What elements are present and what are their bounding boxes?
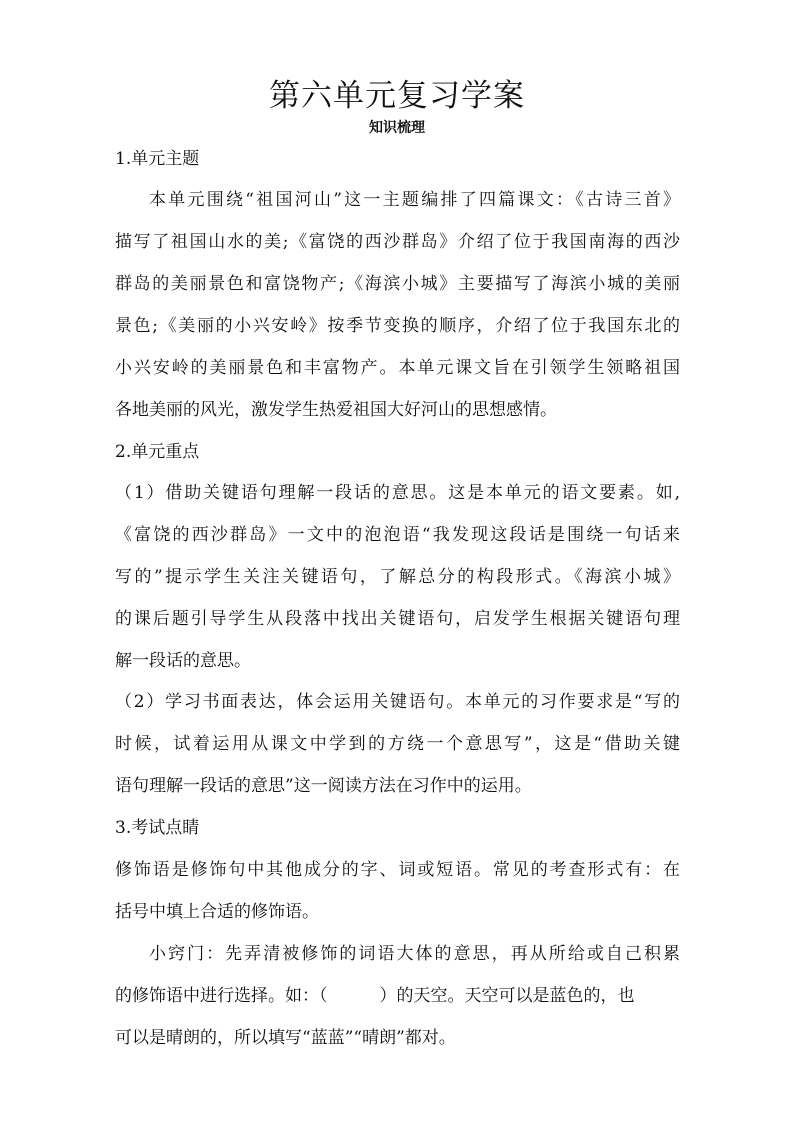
paragraph-line: 语句理解一段话的意思”这一阅读方法在习作中的运用。 <box>115 776 532 796</box>
paragraph-line: 写的”提示学生关注关键语句，了解总分的构段形式。《海滨小城》 <box>115 567 680 587</box>
paragraph-line: （2）学习书面表达，体会运用关键语句。本单元的习作要求是“写的 <box>115 692 680 712</box>
paragraph-line: 修饰语是修饰句中其他成分的字、词或短语。常见的考查形式有：在 <box>115 860 680 880</box>
paragraph-line: （1）借助关键语句理解一段话的意思。这是本单元的语文要素。如, <box>115 483 680 503</box>
paragraph-line: 群岛的美丽景色和富饶物产;《海滨小城》主要描写了海滨小城的美丽 <box>115 274 680 294</box>
paragraph-line: 描写了祖国山水的美;《富饶的西沙群岛》介绍了位于我国南海的西沙 <box>115 232 680 252</box>
section-heading: 3.考试点睛 <box>115 818 200 838</box>
paragraph-line: 时候，试着运用从课文中学到的方绕一个意思写”，这是“借助关键 <box>115 734 680 754</box>
paragraph-line: 解一段话的意思。 <box>115 651 251 671</box>
paragraph-line-fill-blank <box>115 984 635 1008</box>
paragraph-line: 景色;《美丽的小兴安岭》按季节变换的顺序，介绍了位于我国东北的 <box>115 316 680 336</box>
paragraph-line: 的课后题引导学生从段落中找出关键语句，启发学生根据关键语句理 <box>115 609 680 629</box>
paragraph-line: 小窍门：先弄清被修饰的词语大体的意思，再从所给或自己积累 <box>149 944 680 964</box>
paragraph-line: 《富饶的西沙群岛》一文中的泡泡语“我发现这段话是围绕一句话来 <box>115 525 680 545</box>
paragraph-line: 各地美丽的风光，激发学生热爱祖国大好河山的思想感情。 <box>115 400 557 420</box>
section-heading: 2.单元重点 <box>115 442 200 462</box>
paragraph-line: 可以是晴朗的，所以填写“蓝蓝”“晴朗”都对。 <box>115 1028 456 1048</box>
page-title: 第六单元复习学案 <box>269 78 525 114</box>
paragraph-fragment: ）的天空。天空可以是蓝色的，也 <box>379 986 635 1006</box>
page-subtitle: 知识梳理 <box>369 120 425 136</box>
paragraph-line: 本单元围绕“祖国河山”这一主题编排了四篇课文：《古诗三首》 <box>149 190 680 210</box>
paragraph-line: 小兴安岭的美丽景色和丰富物产。本单元课文旨在引领学生领略祖国 <box>115 358 680 378</box>
section-heading: 1.单元主题 <box>115 149 200 169</box>
paragraph-line: 括号中填上合适的修饰语。 <box>115 902 319 922</box>
paragraph-fragment: 的修饰语中进行选择。如：（ <box>115 986 328 1006</box>
